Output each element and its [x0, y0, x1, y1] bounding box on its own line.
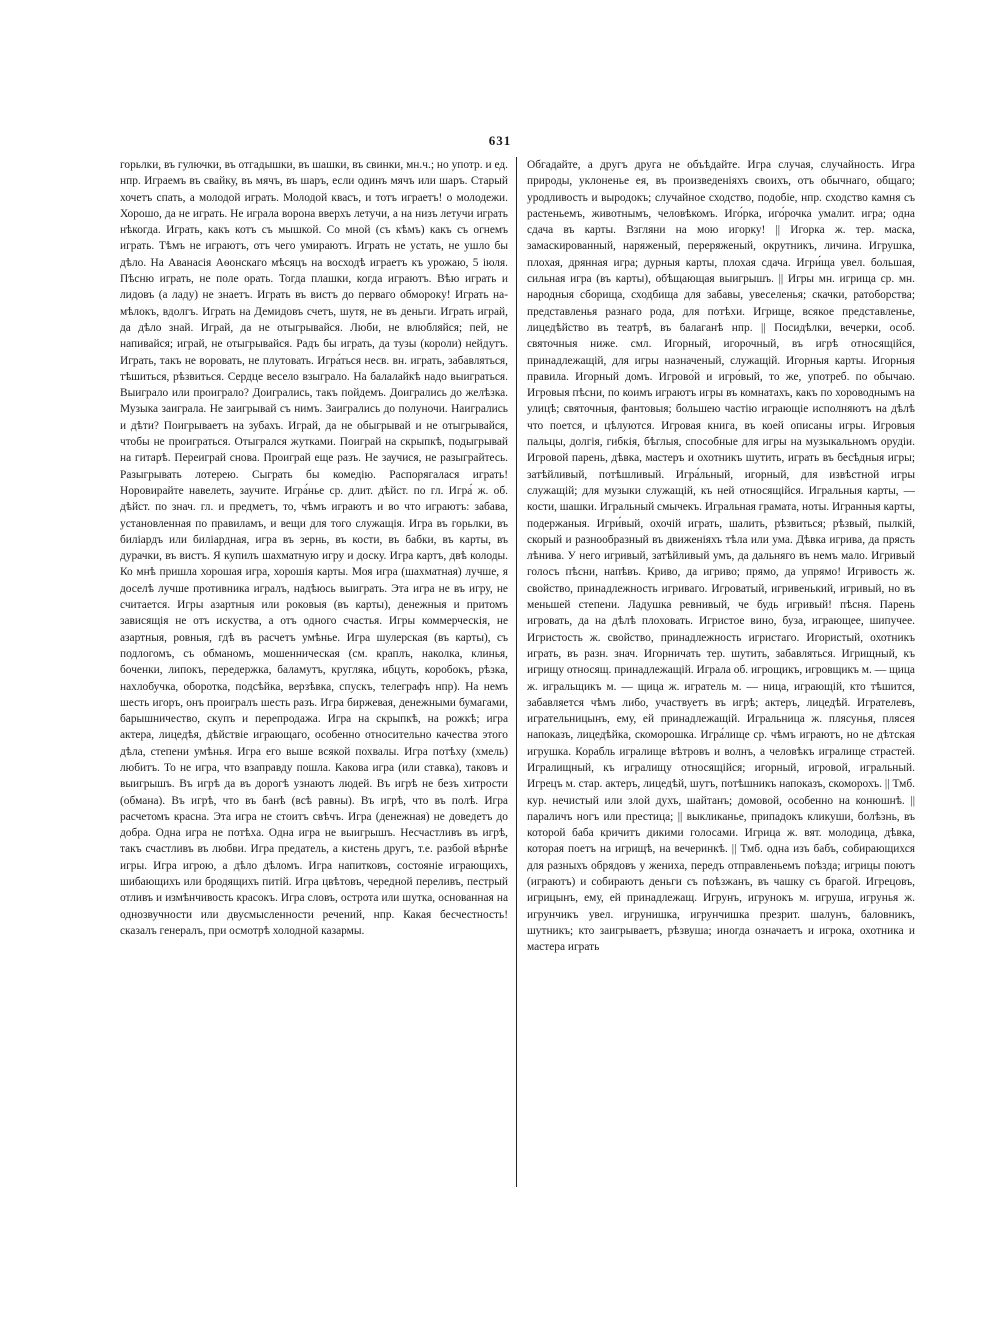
left-column-text: горьлки, въ гулючки, въ отгадышки, въ шашки, въ свинки, мн.ч.; но употр. и ед. нпр. Играемъ въ свайку, въ мячъ, въ шаръ, если одинъ мячъ или шаръ. Старый хочетъ спать, а молодой играть. Молодой квасъ, и тотъ играетъ! о молодежи. Хорошо, да не играть. Не играла ворона вверхъ летучи, а на низъ летучи играть нѣкогда. Играть, какъ котъ съ мышкой. Со мной (съ кѣмъ) какъ съ огнемъ играть. Тѣмъ не играютъ, отъ чего умираютъ. Играть не устать, не ушло бы дѣло. На Аванасія Аѳонскаго мѣсяцъ на восходѣ играетъ къ урожаю, 5 іюля. Пѣсню играть, не поле орать. Тогда плашки, когда играютъ. Вѣю играть и лидовъ (а ладу) не знаетъ. Играть въ вистъ до перваго обмороку! Играть на-мѣлокъ, вдолгъ. Играть на Демидовъ счетъ, шутя, не въ деньги. Играть играй, да дѣло знай. Играй, да не отыгрывайся. Люби, не влюбляйся; пей, не напивайся; играй, не отыгрывайся. Радъ бы играть, да тузы (короли) нейдутъ. Играть, такъ не воровать, не плутовать. Игра́ться несв. вн. играть, забавляться, тѣшиться, рѣзвиться. Сердце весело взыграло. На балалайкѣ надо выиграться. Выиграло или проиграло? Доигрались, такъ пойдемъ. Доигрались до желѣзка. Музыка заиграла. Не заигрывай съ нимъ. Заигрались до полуночи. Наигрались и дѣти? Поигрываетъ на зубахъ. Играй, да не обыгрывай и не отыгрывайся, чтобы не проиграться. Отыгрался жутками. Поиграй на скрыпкѣ, подыгрывай на гитарѣ. Переиграй снова. Проиграй еще разъ. Не заучися, не разыграйтесь. Разыгрывать лотерею. Сыграть бы комедію. Распорягалася играть! Норовирайте навелеть, заучите. Игра́нье ср. длит. дѣйст. по гл. Игра́ ж. об. дѣйст. по знач. гл. и предметъ, то, чѣмъ играютъ и во что играютъ: забава, установленная по правиламъ, и вещи для того служащія. Игра въ горьлки, въ билiардъ или биліардная, игра въ зернь, въ кости, въ бабки, въ карты, въ дурачки, въ вистъ. Я купилъ шахматную игру и доску. Игра картъ, двѣ колоды. Ко мнѣ пришла хорошая игра, хорошія карты. Моя игра (шахматная) лучше, я доселѣ лучше противника игралъ, надѣюсь выиграть. Эта игра не въ игру, не считается. Игры азартныя или роковыя (въ карты), денежныя и притомъ зависящія не отъ искуства, а отъ одного счастья. Игры коммерческія, не азартныя, ровныя, гдѣ въ расчетъ умѣнье. Игра шулерская (въ карты), съ подлогомъ, съ обманомъ, мошенническая (см. краплъ, наколка, клинья, боченки, липокъ, передержка, баламутъ, кругляка, ибцуть, коробокъ, рѣзка, нахлобучка, оборотка, подсѣйка, верзѣвка, спускъ, телеграфъ нпр). На немъ шесть игоръ, онъ проигралъ шесть разъ. Игра биржевая, денежными бумагами, барышничество, скупъ и перепродажа. Игра на скрыпкѣ, на рожкѣ; игра актера, лицедѣя, дѣйствіе играющаго, особенно относительно качества этого дѣла, степени умѣнья. Игра его выше всякой похвалы. Игра потѣху (хмель) любитъ. То не игра, что взаправду пошла. Какова игра (или ставка), таковъ и выигрышъ. Въ игрѣ да въ дорогѣ узнаютъ людей. Въ игрѣ не безъ хитрости (обмана). Въ игрѣ, что въ банѣ (всѣ равны). Въ игрѣ, что въ полѣ. Игра расчетомъ красна. Эта игра не стоитъ свѣчъ. Игра (денежная) не доведетъ до добра. Одна игра не потѣха. Одна игра не выигрышъ. Несчастливъ въ игрѣ, такъ счастливъ въ любви. Игра предатель, а кистень другъ, т.е. разбой вѣрнѣе игры. Игра игрою, а дѣло дѣломъ. Игра напитковъ, состояніе играющихъ, шибающихъ или бродящихъ питій. Игра цвѣтовъ, чередной переливъ, пестрый отливъ и измѣнчивость красокъ. Игра словъ, острота или шутка, основанная на однозвучности или двусмысленности речений, нпр. Какая бесчестность! сказалъ генералъ, при осмотрѣ холодной казармы.	[120, 159, 508, 937]
right-column	[527, 157, 915, 1187]
left-column	[120, 157, 508, 1187]
column-divider	[516, 157, 517, 1187]
right-column-text: Обгадайте, а другъ друга не объѣдайте. Игра случая, случайность. Игра природы, уклоненье ея, въ произведеніяхъ своихъ, отъ обычнаго, общаго; уродливость и выродокъ; случайное сходство, подобіе, нпр. сходство камня съ растеньемъ, животнымъ, человѣкомъ. Иго́рка, иго́рочка умалит. игра; одна сдача въ карты. Взгляни на мою игорку! || Игорка ж. тер. маска, замаскированный, наряженый, переряженый, окрутникъ, личина. Игрушка, плохая, дрянная игра; дурныя карты, плохая сдача. Игри́ща увел. большая, сильная игра (въ карты), обѣщающая выигрышъ. || Игры мн. игрища ср. мн. народныя сборища, сходбища для забавы, увеселенья; скачки, ратоборства; представленья разнаго рода, для потѣхи. Игрище, всякое представленье, лицедѣйство въ театрѣ, въ балаганѣ нпр. || Посидѣлки, вечерки, особ. святочныя ниже. смл. Игорный, игорочный, въ игрѣ относящійся, принадлежащій, для игры назначеный, служащій. Игорныя карты. Игорныя правила. Игорный домъ. Игрово́й и игро́вый, то же, употреб. по обычаю. Игровыя пѣсни, по коимъ играютъ игры въ комнатахъ, какъ по хороводнымъ на улицѣ; святочныя, фантовыя; большею частію играющіе исполняютъ на дѣлѣ что поется, и цѣлуются. Игровая книга, въ коей описаны игры. Игровыя пальцы, долгія, гибкія, бѣглыя, способные для игры на музыкальномъ орудіи. Игровой парень, дѣвка, мастеръ и охотникъ шутить, играть въ бесѣдныя игры; затѣйливый, потѣшливый. Игра́льный, игорный, для извѣстной игры служащій; для музыки служащій, къ ней относящійся. Игральныя карты, — кости, шашки. Игральный смычекъ. Игральная грамата, ноты. Игранныя карты, подержаныя. Игри́вый, охочій играть, шалить, рѣзвиться; рѣзвый, пылкій, скорый и разнообразный въ движеніяхъ тѣла или ума. Дѣвка игрива, да прясть лѣнива. У него игривый, затѣйливый умъ, да дальняго въ немъ мало. Игривый голосъ пѣсни, напѣвъ. Криво, да игриво; прямо, да упрямо! Игривость ж. свойство, принадлежность игриваго. Игроватый, игривенький, игривый, но въ меньшей степени. Ладушка ревнивый, че будь игривый! пѣсня. Парень игровать, да на дѣлѣ плоховать. Игристое вино, буза, играющее, шипучее. Игристость ж. свойство, принадлежность игристаго. Игористый, охотникъ играть, въ разн. знач. Игорничать тер. шутить, забавляться. Игрищный, къ игрищу относящ. принадлежащій. Игрaла об. игрощикъ, игровщикъ м. — щица ж. игральщикъ м. — щица ж. игратель м. — ница, играющій, кто тѣшится, забавляется чѣмъ либо, участвуетъ въ игрѣ; актеръ, лицедѣй. Игрателевъ, игрательницынъ, ему, ей принадлежащій. Игральница ж. плясунья, плясея напоказъ, лицедѣйка, скоморошка. Игра́лище ср. чѣмъ играютъ, но не дѣтская игрушка. Корабль игралище вѣтровъ и волнъ, а человѣкъ игралище страстей. Игралищный, къ игралищу относящійся; игорный, игровой, игральный. Игрецъ м. стар. актеръ, лицедѣй, шутъ, потѣшникъ напоказъ, скоморохъ. || Тмб. кур. нечистый или злой духъ, шайтанъ; домовой, особенно на конюшнѣ. || параличъ ногъ или престица; || выкликанье, припадокъ кликуши, болѣзнь, въ которой баба кричитъ дикими голосами. Игрица ж. вят. молодица, дѣвка, которая поетъ на игрищѣ, на вечеринкѣ. || Тмб. одна изъ бабъ, собирающихся для разныхъ обрядовъ у жениха, передъ отправленьемъ поѣзда; игрицы поютъ (играютъ) и собираютъ деньги съ поѣзжанъ, въ чашку съ брагой. Игрецовъ, игрицынъ, ему, ей принадлежащ. Игрунъ, игрунокъ м. игруша, игрунья ж. игрунчикъ увел. игрунишка, игрунчишка презрит. шалунъ, баловникъ, шутникъ; кто заигрываетъ, рѣзвуша; иногда означаетъ и игрока, охотника и мастера играть	[527, 159, 915, 954]
page-number: 631	[488, 133, 512, 148]
